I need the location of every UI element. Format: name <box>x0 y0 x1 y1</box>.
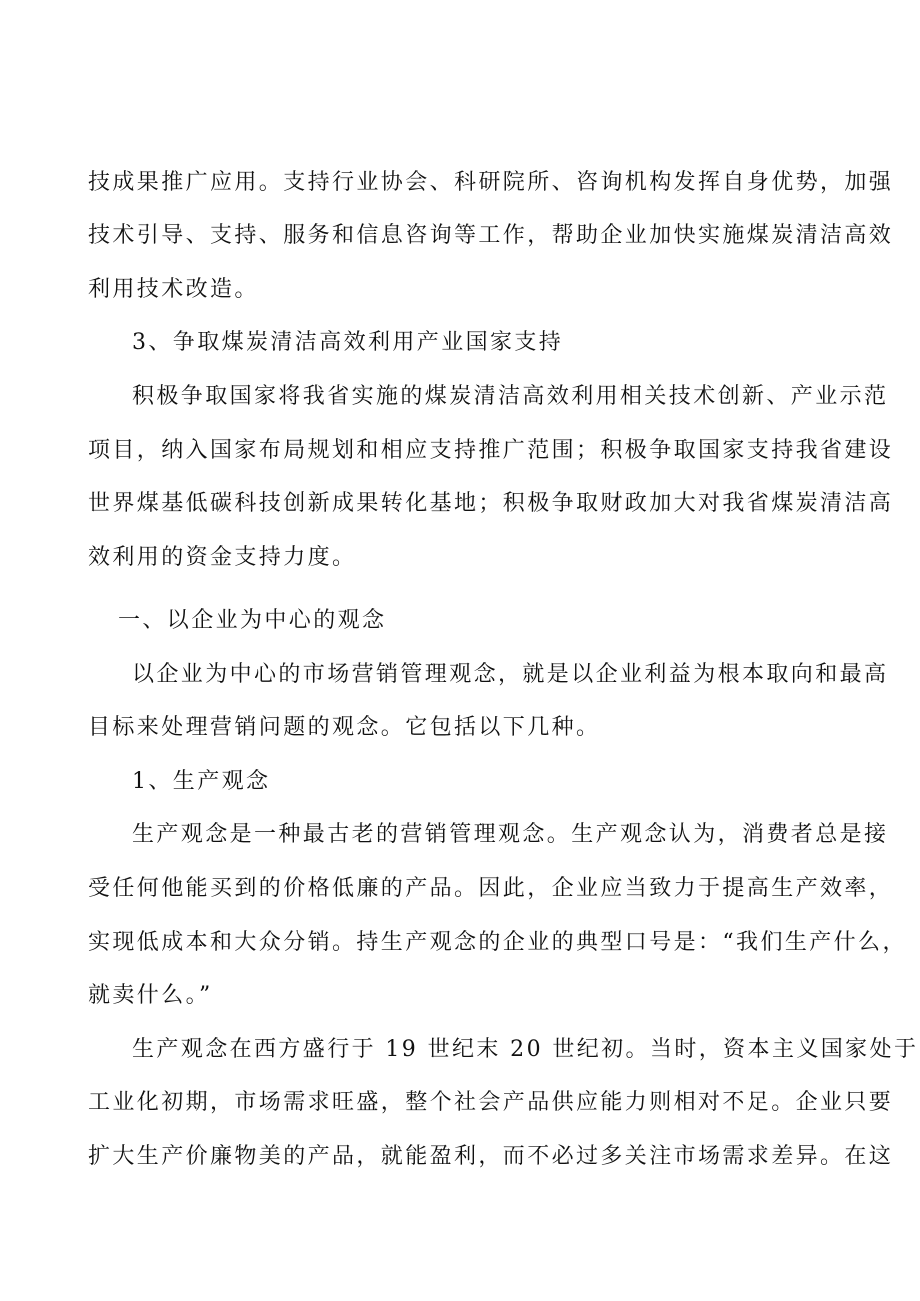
paragraph-line: 扩大生产价廉物美的产品，就能盈利，而不必过多关注市场需求差异。在这 <box>88 1144 894 1169</box>
paragraph-line: 以企业为中心的市场营销管理观念，就是以企业利益为根本取向和最高 <box>132 662 889 687</box>
paragraph-line: 生产观念在西方盛行于 19 世纪末 20 世纪初。当时，资本主义国家处于 <box>132 1037 919 1062</box>
paragraph-line: 效利用的资金支持力度。 <box>88 545 357 570</box>
paragraph-line: 利用技术改造。 <box>88 277 259 302</box>
paragraph-line: 实现低成本和大众分销。持生产观念的企业的典型口号是：“我们生产什么， <box>88 930 907 955</box>
paragraph-line: 工业化初期，市场需求旺盛，整个社会产品供应能力则相对不足。企业只要 <box>88 1090 894 1115</box>
section-heading: 3、争取煤炭清洁高效利用产业国家支持 <box>132 330 564 355</box>
paragraph-line: 技术引导、支持、服务和信息咨询等工作，帮助企业加快实施煤炭清洁高效 <box>88 223 894 248</box>
paragraph-line: 世界煤基低碳科技创新成果转化基地；积极争取财政加大对我省煤炭清洁高 <box>88 491 894 516</box>
paragraph-line: 目标来处理营销问题的观念。它包括以下几种。 <box>88 715 601 740</box>
paragraph-line: 积极争取国家将我省实施的煤炭清洁高效利用相关技术创新、产业示范 <box>132 384 889 409</box>
section-heading: 1、生产观念 <box>132 769 271 794</box>
paragraph-line: 受任何他能买到的价格低廉的产品。因此，企业应当致力于提高生产效率， <box>88 876 894 901</box>
paragraph-line: 生产观念是一种最古老的营销管理观念。生产观念认为，消费者总是接 <box>132 822 889 847</box>
paragraph-line: 就卖什么。” <box>88 983 213 1008</box>
paragraph-line: 项目，纳入国家布局规划和相应支持推广范围；积极争取国家支持我省建设 <box>88 438 894 463</box>
paragraph-line: 技成果推广应用。支持行业协会、科研院所、咨询机构发挥自身优势，加强 <box>88 170 894 195</box>
chapter-heading: 一、以企业为中心的观念 <box>118 608 387 633</box>
